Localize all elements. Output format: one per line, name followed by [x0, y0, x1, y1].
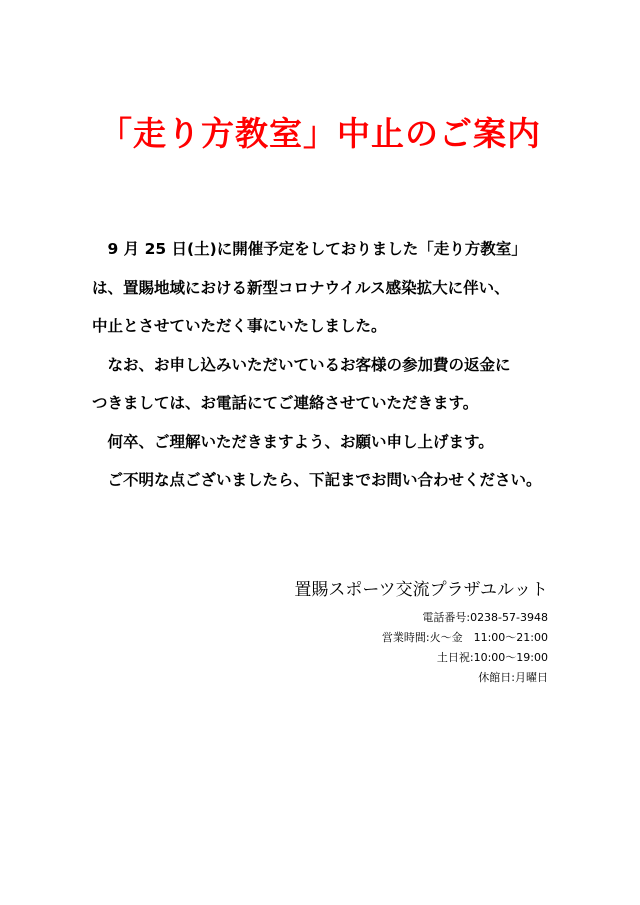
hours-weekend: 土日祝:10:00～19:00	[436, 651, 548, 664]
body-line: 中止とさせていただく事にいたしました。	[92, 317, 387, 335]
notice-body	[92, 230, 572, 500]
notice-title: 「走り方教室」中止のご案内	[99, 114, 541, 153]
closed-day: 休館日:月曜日	[478, 671, 548, 684]
body-line: なお、お申し込みいただいているお客様の参加費の返金に	[92, 355, 511, 374]
hours-weekday: 営業時間:火～金 11:00～21:00	[381, 631, 548, 644]
phone-number: 電話番号:0238-57-3948	[422, 611, 548, 624]
body-line: 何卒、ご理解いただきますよう、お願い申し上げます。	[92, 432, 494, 451]
contact-block	[250, 576, 548, 688]
body-line: ご不明な点ございましたら、下記までお問い合わせください。	[92, 471, 542, 489]
body-line: つきましては、お電話にてご連絡させていただきます。	[92, 394, 479, 412]
organization-name: 置賜スポーツ交流プラザユルット	[294, 580, 548, 600]
body-line: は、置賜地域における新型コロナウイルス感染拡大に伴い、	[92, 278, 510, 297]
body-line: 9 月 25 日(土)に開催予定をしておりました「走り方教室」	[92, 240, 527, 258]
